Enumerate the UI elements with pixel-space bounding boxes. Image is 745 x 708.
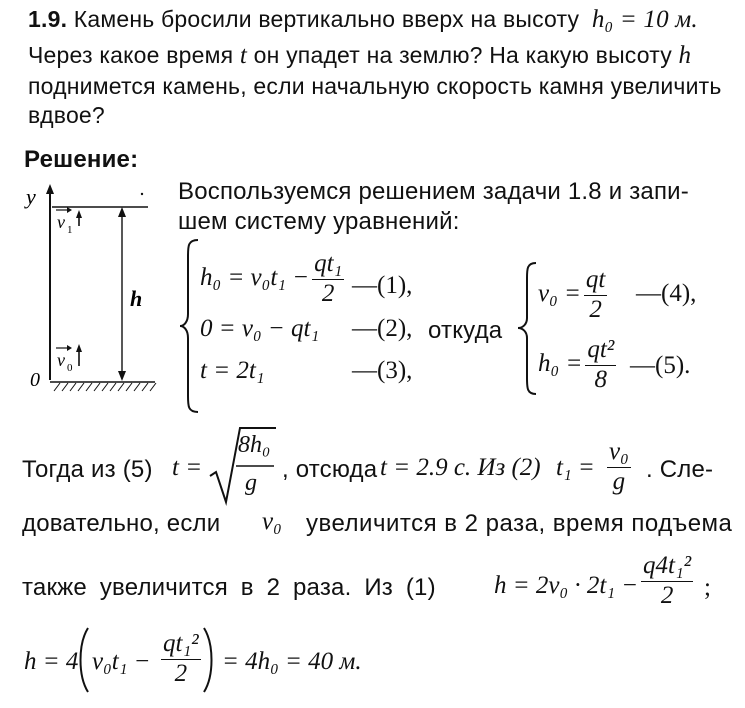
v0-subscript: 0 xyxy=(67,362,73,374)
para-4-fraction: $\frac{\text{qt₁²}}{2}$ xyxy=(163,630,199,687)
var-t: t xyxy=(239,42,248,69)
v1-subscript: 1 xyxy=(67,224,73,236)
right-paren xyxy=(202,626,216,694)
v0-arrow-head-icon xyxy=(76,344,82,352)
solution-heading: Решение: xyxy=(24,146,139,173)
problem-line-2: Через какое время t он упадет на землю? На какую высоту h xyxy=(28,42,692,69)
para-2-end: увеличится в 2 раза, время подъема xyxy=(306,510,733,537)
para-3-start: также увеличится в 2 раза. Из (1) xyxy=(22,574,436,601)
para-4-inner: v₀t₁ − xyxy=(92,648,151,675)
intro-line-1: Воспользуемся решением задачи 1.8 и запи- xyxy=(178,178,689,205)
para-1-start: Тогда из (5) xyxy=(22,456,153,483)
para-4-rhs: = 4h₀ = 40 м. xyxy=(222,648,362,675)
otkuda-word: откуда xyxy=(428,317,503,344)
eq1-fraction: $\frac{\text{qt₁}}{2}$ xyxy=(314,250,343,307)
para-4-lhs: h = 4 xyxy=(24,648,79,675)
ground-hatching xyxy=(54,383,156,391)
para-2-start: довательно, если xyxy=(22,510,221,537)
equation-3-tag: —(3), xyxy=(352,357,413,384)
eq5-fraction: $\frac{\text{qt²}}{8}$ xyxy=(587,336,615,393)
para-1-t: t = xyxy=(172,454,203,481)
para-3-semicolon: ; xyxy=(704,574,711,601)
var-h: h xyxy=(678,42,692,69)
h-label: h xyxy=(130,286,143,311)
equation-1: h₀ = v₀t₁ − $\frac{\text{qt₁}}{2}$ xyxy=(200,250,343,307)
left-paren xyxy=(76,626,90,694)
v1-label: v xyxy=(57,212,65,232)
para-1-end: . Сле- xyxy=(646,456,714,483)
sqrt-numerator: 8h₀ xyxy=(238,432,271,458)
para-1-t1: t₁ = xyxy=(556,454,595,481)
equation-5: h₀ = $\frac{\text{qt²}}{8}$ xyxy=(538,336,615,393)
h-arrow-down-icon xyxy=(118,371,126,381)
y-label: y xyxy=(26,184,36,209)
problem-line-1 xyxy=(28,6,698,34)
para-3-equation: h = 2v₀ · 2t₁ − xyxy=(494,572,639,599)
intro-line-2: шем систему уравнений: xyxy=(178,208,460,235)
left-brace-1 xyxy=(178,236,202,416)
equation-1-tag: —(1), xyxy=(352,272,413,299)
equation-3: t = 2t₁ xyxy=(200,357,265,384)
para-2-v0: v₀ xyxy=(262,508,282,535)
equation-4: v₀ = $\frac{qt}{2}$ xyxy=(538,266,606,323)
equation-4-tag: —(4), xyxy=(636,280,697,307)
h-arrow-up-icon xyxy=(118,207,126,217)
para-1-t-value: t = 2.9 с. Из (2) xyxy=(380,454,541,481)
h0-equation: h₀ = 10 м. xyxy=(591,6,698,33)
para-1-fraction: $\frac{\text{v₀}}{g}$ xyxy=(609,438,629,495)
eq4-fraction: $\frac{qt}{2}$ xyxy=(585,266,606,323)
problem-text-1: Камень бросили вертикально вверх на высоту xyxy=(73,6,580,32)
problem-line-4: вдвое? xyxy=(28,102,105,128)
problem-number: 1.9. xyxy=(28,6,68,32)
para-1-otsyuda: , отсюда xyxy=(282,456,378,483)
para-3-fraction: $\frac{\text{q4t₁²}}{2}$ xyxy=(643,552,692,609)
motion-diagram xyxy=(20,180,170,402)
left-brace-2 xyxy=(516,260,540,398)
v1-arrow-head-icon xyxy=(76,210,82,218)
origin-label: 0 xyxy=(30,369,40,391)
equation-5-tag: —(5). xyxy=(630,352,691,379)
v0-label: v xyxy=(57,350,65,370)
equation-2-tag: —(2), xyxy=(352,315,413,342)
sqrt-denominator: g xyxy=(245,470,257,496)
problem-line-3: поднимется камень, если начальную скорость камня увеличить xyxy=(28,73,722,99)
y-axis-arrow-icon xyxy=(46,184,54,194)
equation-2: 0 = v₀ − qt₁ xyxy=(200,315,320,342)
